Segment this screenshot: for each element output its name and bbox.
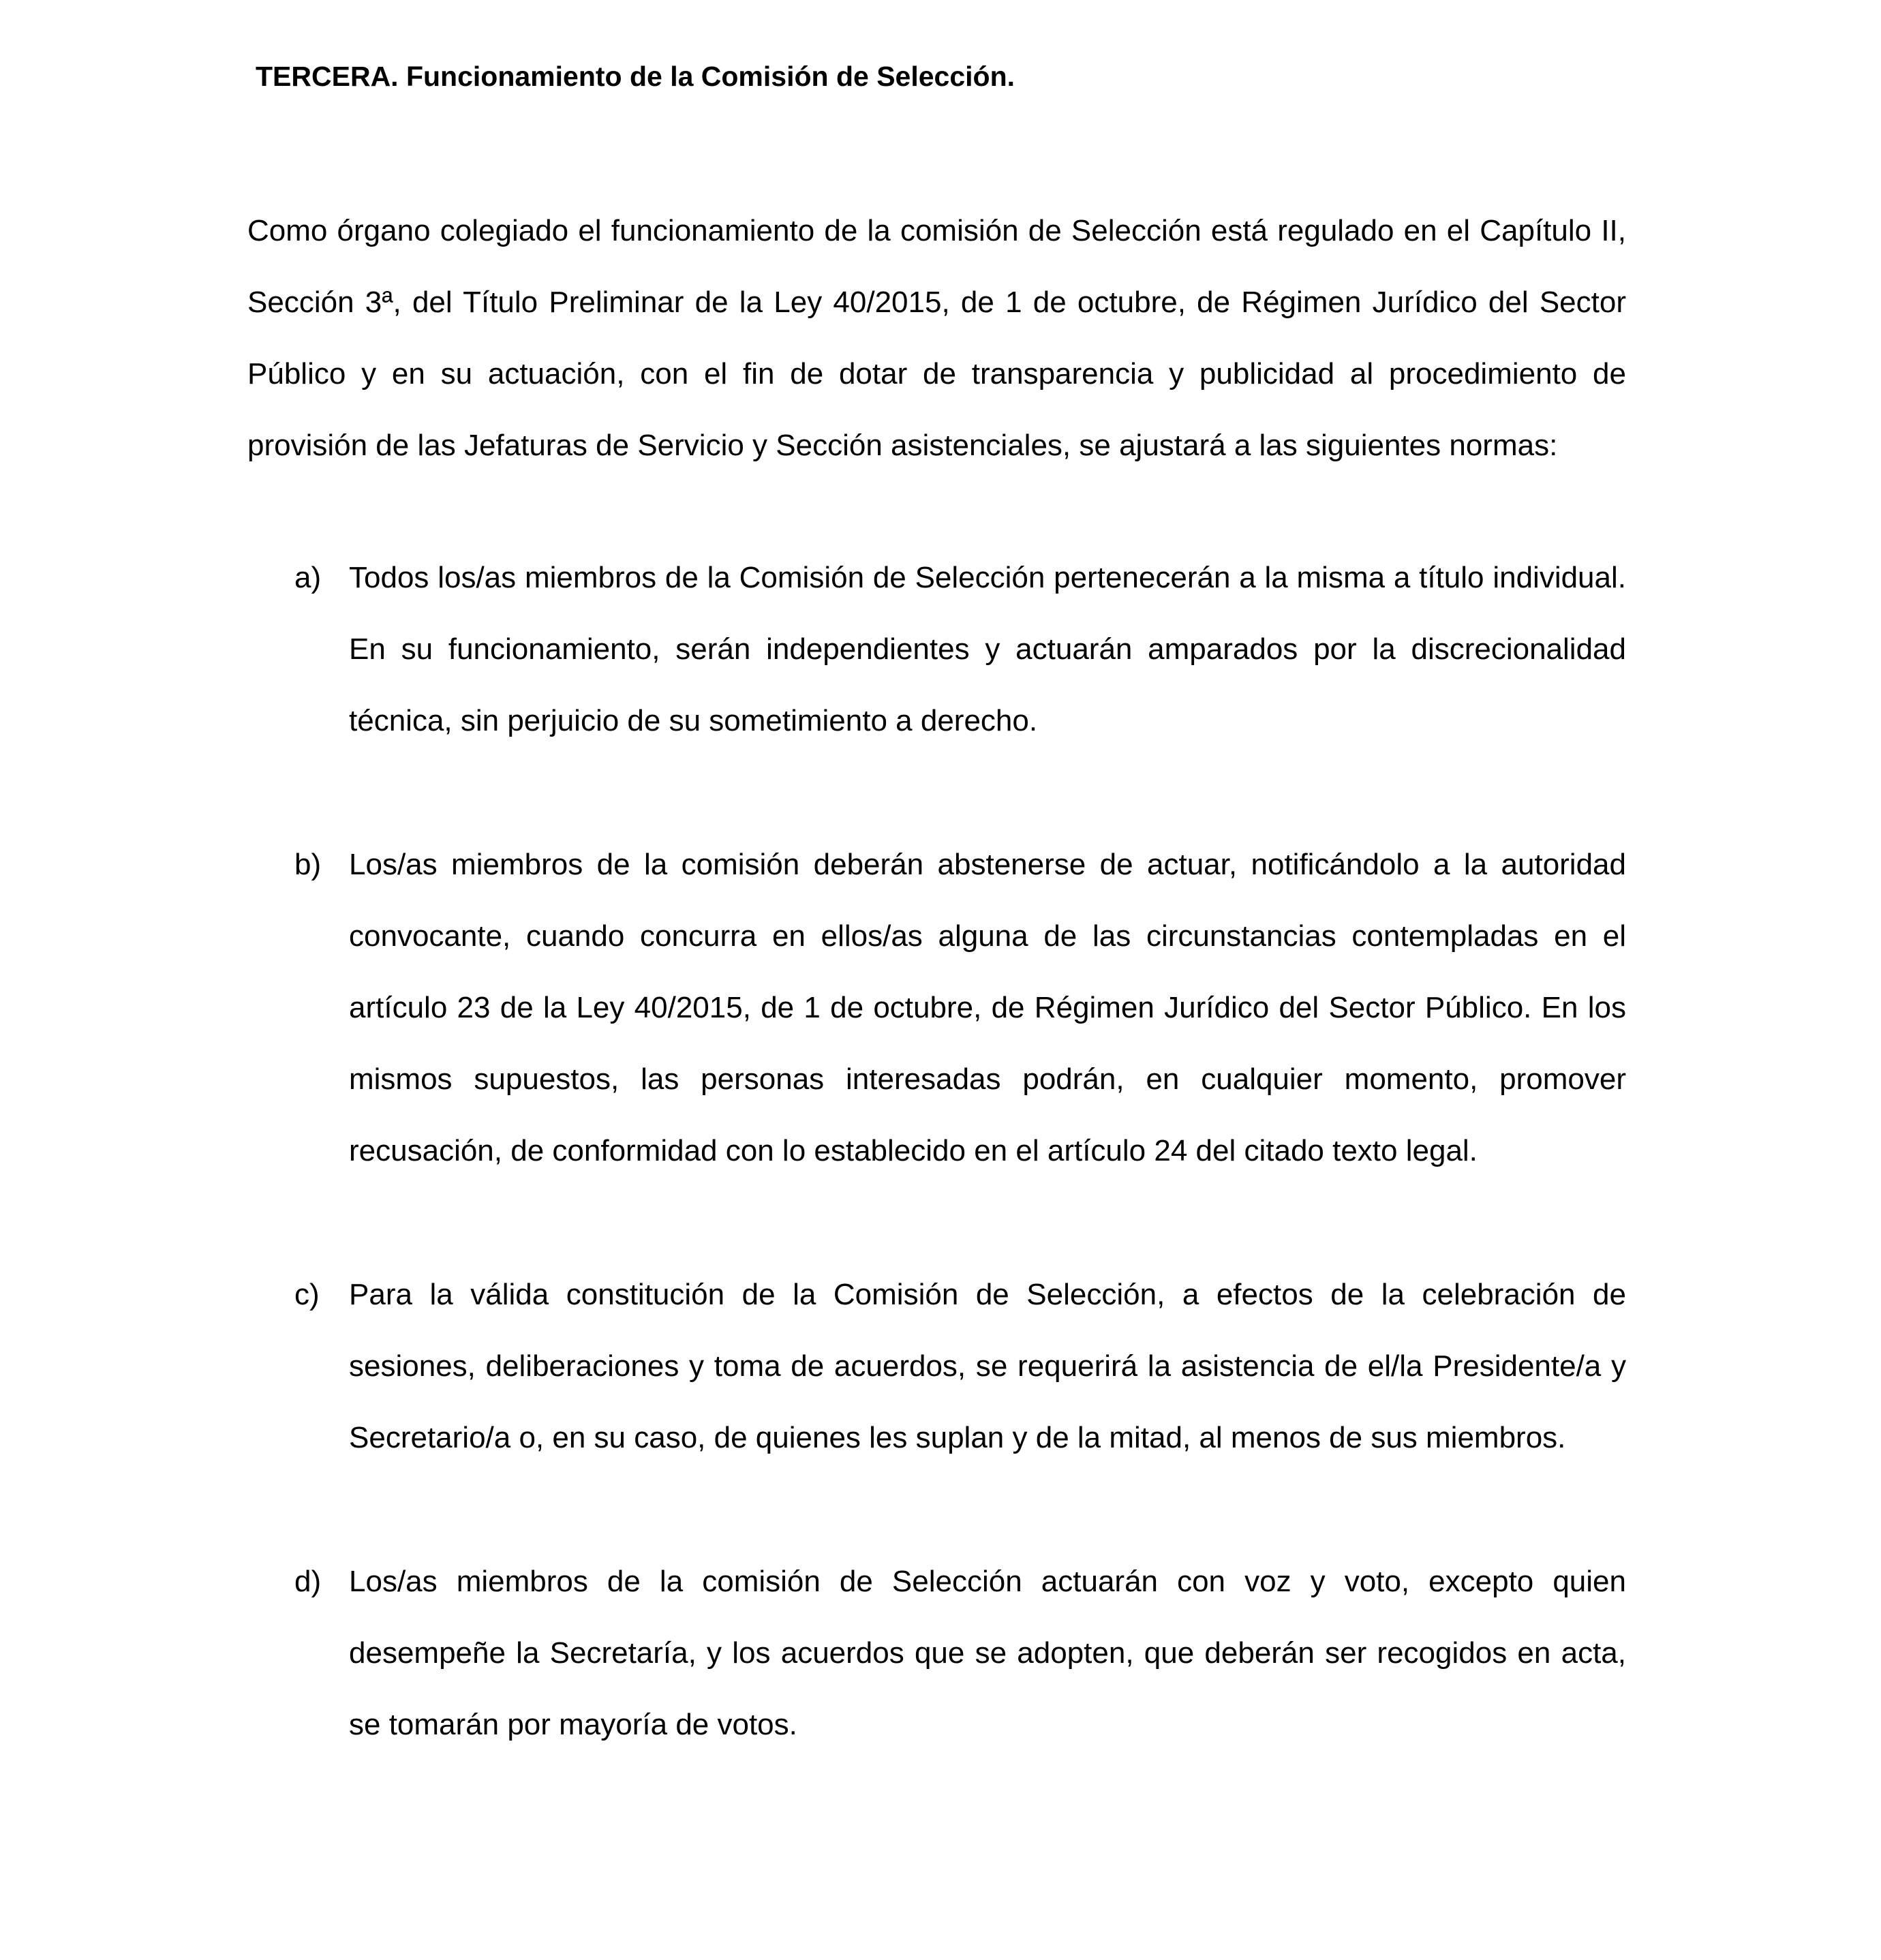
list-item-marker: d) — [294, 1565, 322, 1598]
list-item-text: Los/as miembros de la comisión de Selección actuarán con voz y voto, excepto quien desempeñe la Secretaría, y los acuerdos que se adopten, que deberán ser recogidos en acta, se tomarán por mayoría de votos. — [349, 1565, 1626, 1741]
section-heading: TERCERA. Funcionamiento de la Comisión de Selección. — [256, 61, 1015, 92]
list-item-marker: b) — [294, 848, 322, 881]
list-item-text: Todos los/as miembros de la Comisión de Selección pertenecerán a la misma a título individual. En su funcionamiento, serán independientes y actuarán amparados por la discrecionalidad técnica, sin perjuicio de su sometimiento a derecho. — [349, 561, 1626, 737]
list-item-text: Los/as miembros de la comisión deberán abstenerse de actuar, notificándolo a la autoridad convocante, cuando concurra en ellos/as alguna de las circunstancias contempladas en el artículo 23 de la Ley 40/2015, de 1 de octubre, de Régimen Jurídico del Sector Público. En los mismos supuestos, las personas interesadas podrán, en cualquier momento, promover recusación, de conformidad con lo establecido en el artículo 24 del citado texto legal. — [349, 848, 1626, 1167]
list-item-marker: a) — [294, 561, 322, 594]
intro-paragraph: Como órgano colegiado el funcionamiento de la comisión de Selección está regulado en el Capítulo II, Sección 3ª, del Título Preliminar de la Ley 40/2015, de 1 de octubre, de Régimen Jurídico del Sector Público y en su actuación, con el fin de dotar de transparencia y publicidad al procedimiento de provisión de las Jefaturas de Servicio y Sección asistenciales, se ajustará a las siguientes normas: — [247, 214, 1626, 462]
list-item-text: Para la válida constitución de la Comisión de Selección, a efectos de la celebración de sesiones, deliberaciones y toma de acuerdos, se requerirá la asistencia de el/la Presidente/a y Secretario/a o, en su caso, de quienes les suplan y de la mitad, al menos de sus miembros. — [349, 1278, 1626, 1454]
list-item-marker: c) — [294, 1278, 320, 1311]
